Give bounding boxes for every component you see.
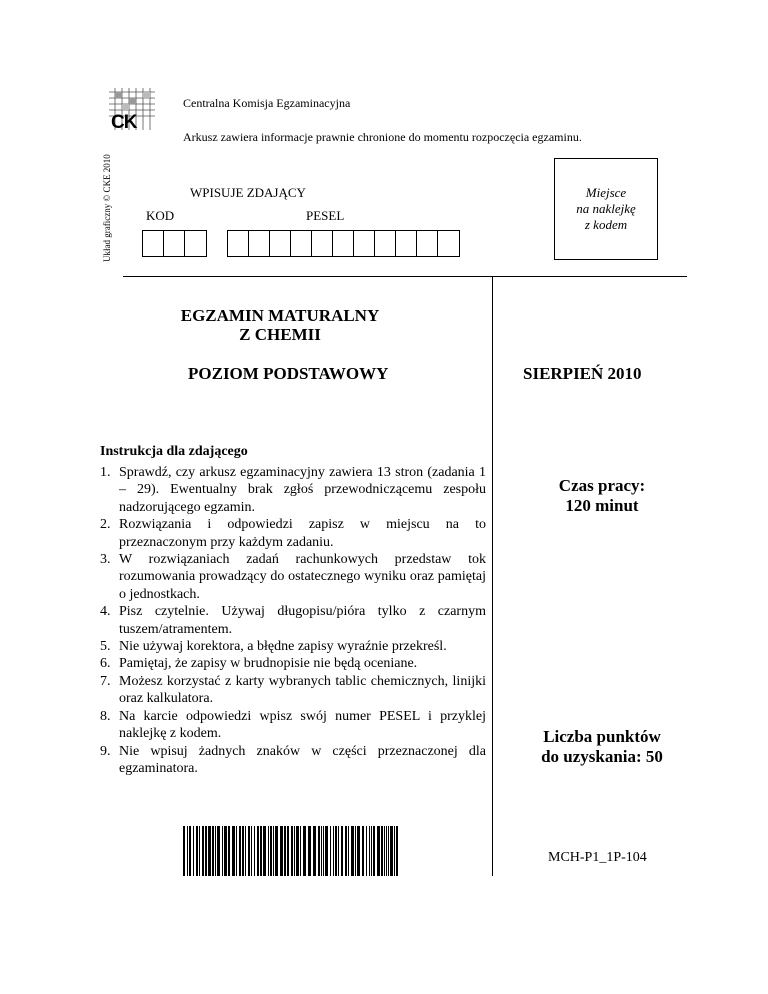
exam-date: SIERPIEŃ 2010: [523, 364, 642, 383]
candidate-heading: WPISUJE ZDAJĄCY: [190, 185, 306, 200]
max-points: Liczba punktów do uzyskania: 50: [541, 727, 663, 766]
exam-sheet-code: MCH-P1_1P-104: [548, 850, 647, 865]
kod-digit-box[interactable]: [185, 231, 206, 256]
instruction-item: 1. Sprawdź, czy arkusz egzaminacyjny zawiera 13 stron (zadania 1 – 29). Ewentualny brak zgłoś przewodniczącemu zespołu nadzorującego egzamin.: [100, 465, 486, 515]
kod-input-boxes[interactable]: [142, 230, 207, 257]
instruction-item: 2. Rozwiązania i odpowiedzi zapisz w miejscu na to przeznaczonym przy każdym zadaniu.: [100, 517, 486, 550]
pesel-digit-box[interactable]: [249, 231, 270, 256]
graphic-layout-credit: Układ graficzny © CKE 2010: [102, 154, 112, 262]
instruction-item: 9. Nie wpisuj żadnych znaków w części przeznaczonej dla egzaminatora.: [100, 743, 486, 776]
organization-name: Centralna Komisja Egzaminacyjna: [183, 96, 351, 110]
vertical-divider: [492, 276, 493, 876]
exam-title-line2: Z CHEMII: [239, 325, 321, 344]
horizontal-divider: [123, 276, 687, 277]
barcode: [183, 826, 399, 876]
pesel-digit-box[interactable]: [438, 231, 459, 256]
instruction-item: 4. Pisz czytelnie. Używaj długopisu/pióra tylko z czarnym tuszem/atramentem.: [100, 604, 486, 637]
exam-title-line1: EGZAMIN MATURALNY: [180, 306, 380, 325]
confidentiality-notice: Arkusz zawiera informacje prawnie chronione do momentu rozpoczęcia egzaminu.: [183, 130, 582, 144]
pesel-digit-box[interactable]: [417, 231, 438, 256]
pesel-input-boxes[interactable]: [227, 230, 460, 257]
pesel-digit-box[interactable]: [396, 231, 417, 256]
instruction-item: 5. Nie używaj korektora, a błędne zapisy wyraźnie przekreśl.: [100, 639, 447, 655]
pesel-digit-box[interactable]: [228, 231, 249, 256]
pesel-digit-box[interactable]: [270, 231, 291, 256]
instructions-title: Instrukcja dla zdającego: [100, 444, 248, 459]
pesel-digit-box[interactable]: [354, 231, 375, 256]
kod-digit-box[interactable]: [143, 231, 164, 256]
pesel-digit-box[interactable]: [375, 231, 396, 256]
cke-logo-text: CK: [111, 112, 137, 133]
exam-level: POZIOM PODSTAWOWY: [188, 364, 389, 383]
pesel-digit-box[interactable]: [291, 231, 312, 256]
instruction-item: 7. Możesz korzystać z karty wybranych tablic chemicznych, linijki oraz kalkulatora.: [100, 673, 486, 707]
instruction-item: 3. W rozwiązaniach zadań rachunkowych przedstaw tok rozumowania prowadzący do ostatecznego wyniku oraz pamiętaj o jednostkach.: [100, 552, 486, 602]
sticker-placeholder-text: Miejsce na naklejkę z kodem: [576, 185, 636, 232]
working-time: Czas pracy: 120 minut: [558, 476, 646, 515]
pesel-label: PESEL: [306, 208, 345, 223]
instruction-item: 8. Na karcie odpowiedzi wpisz swój numer PESEL i przyklej naklejkę z kodem.: [100, 708, 486, 742]
instructions-list: [100, 464, 486, 777]
kod-label: KOD: [146, 208, 175, 223]
kod-digit-box[interactable]: [164, 231, 185, 256]
exam-title: [160, 306, 400, 344]
sticker-placeholder-box: [554, 158, 658, 260]
pesel-digit-box[interactable]: [312, 231, 333, 256]
pesel-digit-box[interactable]: [333, 231, 354, 256]
instruction-item: 6. Pamiętaj, że zapisy w brudnopisie nie będą oceniane.: [100, 656, 418, 672]
